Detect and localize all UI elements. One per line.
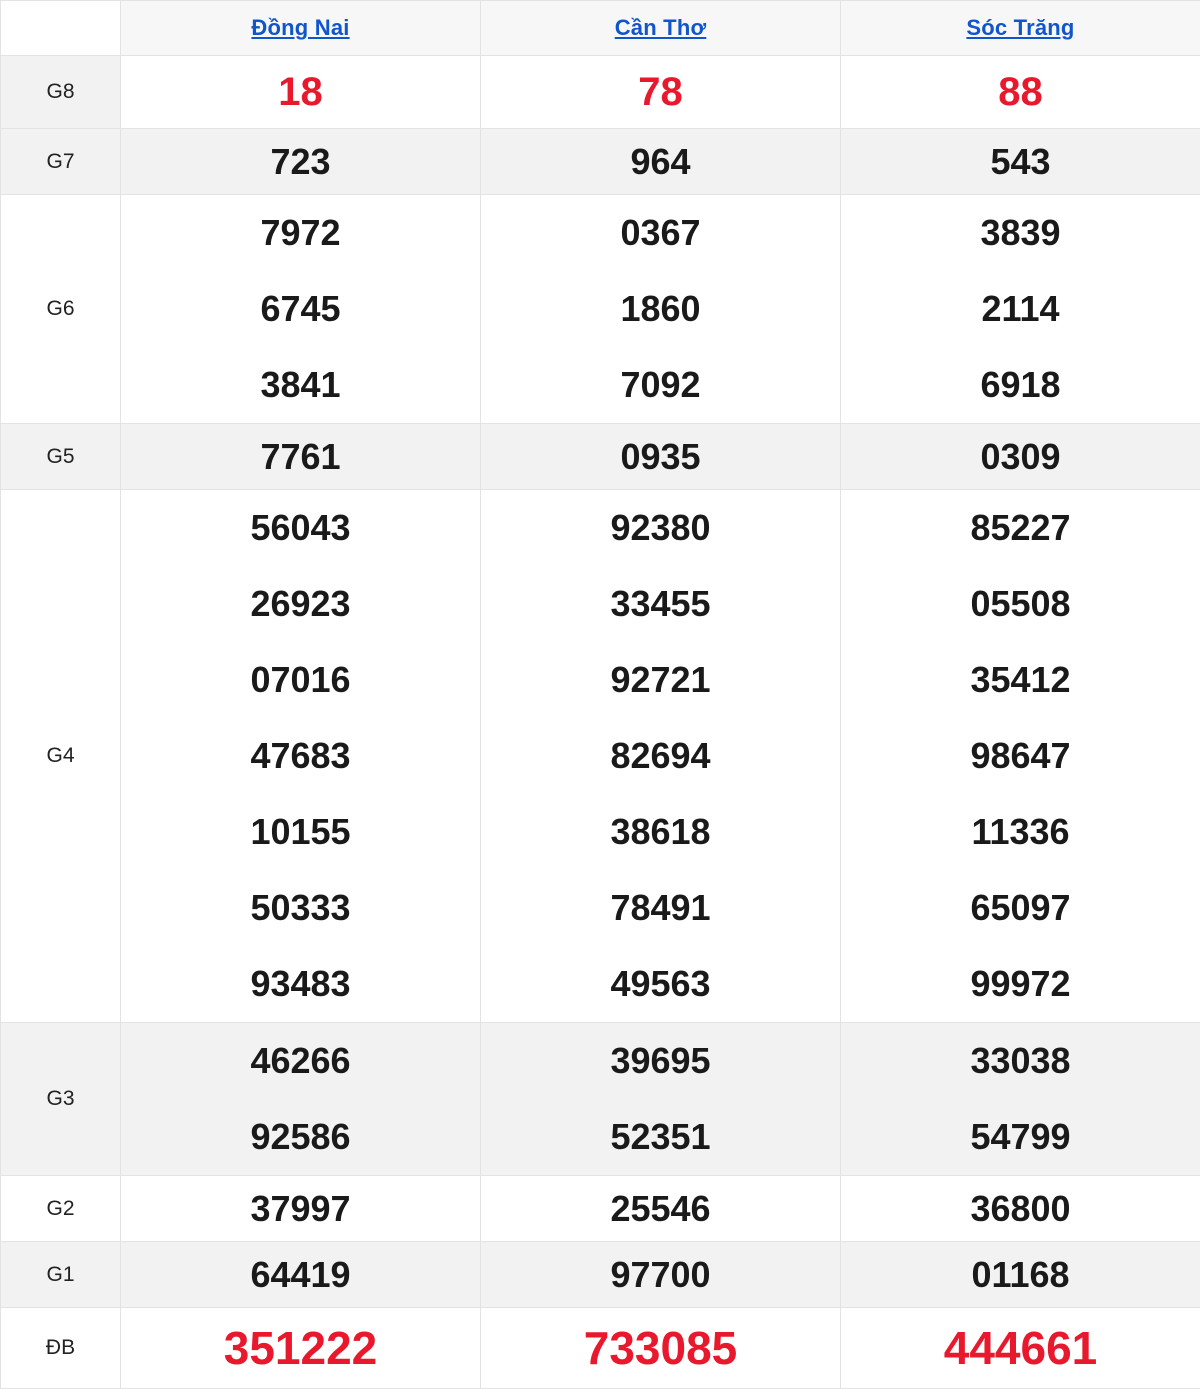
table-header-row <box>1 1 1200 56</box>
prize-value-g3-can-tho <box>481 1023 841 1176</box>
prize-value-g6-dong-nai <box>121 195 481 424</box>
table-row <box>1 56 1200 129</box>
prize-number: 47683 <box>121 718 480 794</box>
prize-number: 78491 <box>481 870 840 946</box>
prize-value-g4-dong-nai <box>121 490 481 1023</box>
prize-number: 98647 <box>841 718 1200 794</box>
prize-value-g1-dong-nai: 64419 <box>121 1242 481 1308</box>
prize-number: 2114 <box>841 271 1200 347</box>
prize-number: 52351 <box>481 1099 840 1175</box>
prize-number: 33455 <box>481 566 840 642</box>
prize-number: 54799 <box>841 1099 1200 1175</box>
prize-label-db: ĐB <box>1 1308 121 1389</box>
prize-value-g4-can-tho <box>481 490 841 1023</box>
prize-value-g8-dong-nai: 18 <box>121 56 481 129</box>
prize-value-db-can-tho: 733085 <box>481 1308 841 1389</box>
prize-number: 39695 <box>481 1023 840 1099</box>
prize-number: 50333 <box>121 870 480 946</box>
prize-value-g2-dong-nai: 37997 <box>121 1176 481 1242</box>
prize-label-g5: G5 <box>1 424 121 490</box>
prize-number: 3839 <box>841 195 1200 271</box>
prize-value-db-dong-nai: 351222 <box>121 1308 481 1389</box>
prize-value-g5-soc-trang: 0309 <box>841 424 1200 490</box>
table-row <box>1 1023 1200 1176</box>
prize-label-g6: G6 <box>1 195 121 424</box>
prize-value-g1-can-tho: 97700 <box>481 1242 841 1308</box>
prize-number: 35412 <box>841 642 1200 718</box>
table-row <box>1 1308 1200 1389</box>
header-blank-cell <box>1 1 121 56</box>
prize-number: 7972 <box>121 195 480 271</box>
prize-number: 0367 <box>481 195 840 271</box>
prize-number: 05508 <box>841 566 1200 642</box>
prize-value-g6-soc-trang <box>841 195 1200 424</box>
prize-label-g7: G7 <box>1 129 121 195</box>
prize-label-g3: G3 <box>1 1023 121 1176</box>
prize-value-g1-soc-trang: 01168 <box>841 1242 1200 1308</box>
prize-label-g1: G1 <box>1 1242 121 1308</box>
header-province-dong-nai[interactable]: Đồng Nai <box>121 1 481 56</box>
prize-value-g6-can-tho <box>481 195 841 424</box>
prize-value-g2-soc-trang: 36800 <box>841 1176 1200 1242</box>
prize-number: 49563 <box>481 946 840 1022</box>
prize-number: 56043 <box>121 490 480 566</box>
prize-value-db-soc-trang: 444661 <box>841 1308 1200 1389</box>
prize-value-g5-can-tho: 0935 <box>481 424 841 490</box>
prize-value-g8-can-tho: 78 <box>481 56 841 129</box>
prize-value-g5-dong-nai: 7761 <box>121 424 481 490</box>
prize-number: 46266 <box>121 1023 480 1099</box>
prize-number: 6745 <box>121 271 480 347</box>
prize-number: 93483 <box>121 946 480 1022</box>
prize-number: 92380 <box>481 490 840 566</box>
prize-value-g3-dong-nai <box>121 1023 481 1176</box>
prize-number: 07016 <box>121 642 480 718</box>
prize-value-g7-soc-trang: 543 <box>841 129 1200 195</box>
prize-number: 10155 <box>121 794 480 870</box>
prize-number: 1860 <box>481 271 840 347</box>
prize-number: 11336 <box>841 794 1200 870</box>
header-province-soc-trang[interactable]: Sóc Trăng <box>841 1 1200 56</box>
table-row <box>1 195 1200 424</box>
prize-value-g8-soc-trang: 88 <box>841 56 1200 129</box>
header-province-can-tho[interactable]: Cần Thơ <box>481 1 841 56</box>
prize-number: 6918 <box>841 347 1200 423</box>
prize-number: 92721 <box>481 642 840 718</box>
prize-value-g4-soc-trang <box>841 490 1200 1023</box>
prize-number: 92586 <box>121 1099 480 1175</box>
prize-number: 3841 <box>121 347 480 423</box>
prize-label-g8: G8 <box>1 56 121 129</box>
prize-number: 33038 <box>841 1023 1200 1099</box>
prize-number: 82694 <box>481 718 840 794</box>
prize-value-g3-soc-trang <box>841 1023 1200 1176</box>
prize-value-g7-can-tho: 964 <box>481 129 841 195</box>
prize-number: 65097 <box>841 870 1200 946</box>
prize-value-g2-can-tho: 25546 <box>481 1176 841 1242</box>
table-row <box>1 490 1200 1023</box>
table-row <box>1 129 1200 195</box>
table-row <box>1 424 1200 490</box>
prize-number: 7092 <box>481 347 840 423</box>
prize-label-g4: G4 <box>1 490 121 1023</box>
prize-value-g7-dong-nai: 723 <box>121 129 481 195</box>
prize-number: 85227 <box>841 490 1200 566</box>
table-row <box>1 1176 1200 1242</box>
table-row <box>1 1242 1200 1308</box>
prize-label-g2: G2 <box>1 1176 121 1242</box>
prize-number: 26923 <box>121 566 480 642</box>
prize-number: 38618 <box>481 794 840 870</box>
prize-number: 99972 <box>841 946 1200 1022</box>
